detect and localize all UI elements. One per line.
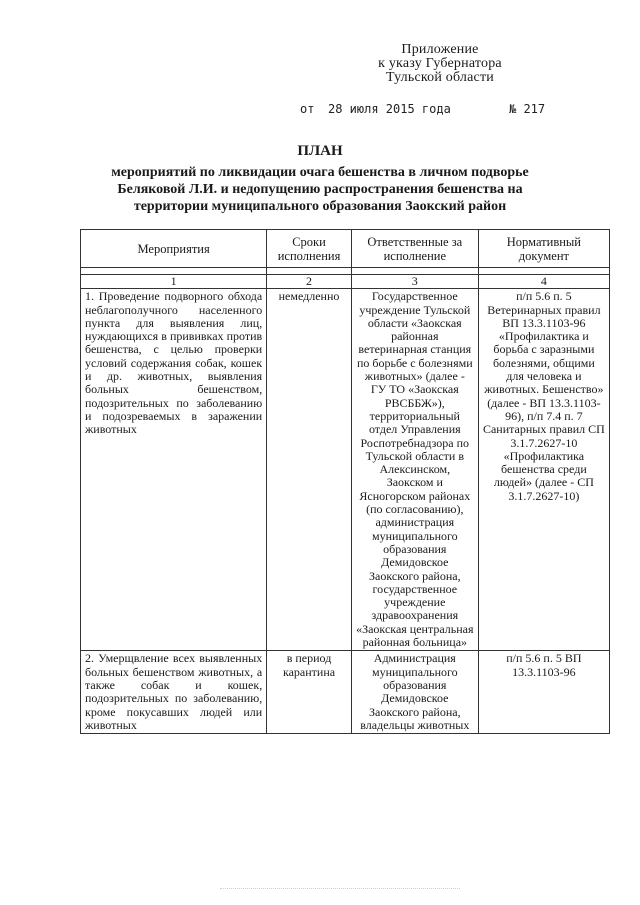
- title-line-3: территории муниципального образования Заокский район: [133, 199, 507, 214]
- column-number-row: [81, 275, 610, 289]
- row-deadline: в период карантина: [267, 651, 352, 734]
- header-responsible: Ответственные за исполнение: [351, 230, 478, 268]
- column-number: 4: [478, 275, 609, 289]
- header-activities: Мероприятия: [81, 230, 267, 268]
- column-number: 1: [81, 275, 267, 289]
- appendix-line-3: Тульской области: [386, 70, 494, 85]
- row-activity: 2. Умерщвление всех выявленных больных бешенством животных, а также собак и кошек, подозрительных по заболеванию, кроме покусавших людей или животных: [81, 651, 267, 734]
- plan-table: [80, 229, 610, 734]
- appendix-line-1: Приложение: [401, 42, 479, 57]
- table-row: [81, 651, 610, 734]
- table-spacer-row: [81, 268, 610, 275]
- row-responsible: Администрация муниципального образования Демидовское Заокского района, владельцы животных: [351, 651, 478, 734]
- row-document: п/п 5.6 п. 5 ВП 13.3.1103-96: [478, 651, 609, 734]
- decree-date: 28 июля 2015 года: [328, 102, 451, 116]
- column-number: 2: [267, 275, 352, 289]
- title-line-1: мероприятий по ликвидации очага бешенства в личном подворье: [111, 165, 529, 180]
- scan-artifact: [220, 888, 460, 891]
- row-responsible: Государственное учреждение Тульской области «Заокская районная ветеринарная станция по борьбе с болезнями животных» (далее - ГУ ТО «Заокская РВСББЖ»), территориальный отдел Управления Роспотребнадзора по Тульской области в Алексинском, Заокском и Ясногорском районах (по согласованию), администрация муниципального образования Демидовское Заокского района, государственное учреждение здравоохранения «Заокская центральная районная больница»: [351, 289, 478, 651]
- table-row: [81, 289, 610, 651]
- title-plan: ПЛАН: [297, 143, 343, 159]
- decree-from: от: [300, 102, 315, 116]
- row-activity: 1. Проведение подворного обхода неблагополучного населенного пункта для выявления лиц, нуждающихся в прививках против бешенства, с целью проверки условий содержания собак, кошек и др. животных, выявления больных бешенством, подозрительных по заболеванию и подозреваемых в заражении животных: [81, 289, 267, 651]
- table-header-row: [81, 230, 610, 268]
- document-title: [90, 143, 550, 215]
- title-line-2: Беляковой Л.И. и недопущению распространения бешенства на: [117, 182, 523, 197]
- header-document: Нормативный документ: [478, 230, 609, 268]
- decree-number: № 217: [509, 102, 546, 116]
- appendix-line-2: к указу Губернатора: [378, 56, 502, 71]
- row-document: п/п 5.6 п. 5 Ветеринарных правил ВП 13.3.1103-96 «Профилактика и борьба с заразными болезнями, общими для человека и животных. Бешенство» (далее - ВП 13.3.1103-96), п/п 7.4 п. 7 Санитарных правил СП 3.1.7.2627-10 «Профилактика бешенства среди людей» (далее - СП 3.1.7.2627-10): [478, 289, 609, 651]
- row-deadline: немедленно: [267, 289, 352, 651]
- header-deadline: Сроки исполнения: [267, 230, 352, 268]
- column-number: 3: [351, 275, 478, 289]
- decree-stamp: [300, 102, 560, 118]
- appendix-block: [340, 43, 540, 85]
